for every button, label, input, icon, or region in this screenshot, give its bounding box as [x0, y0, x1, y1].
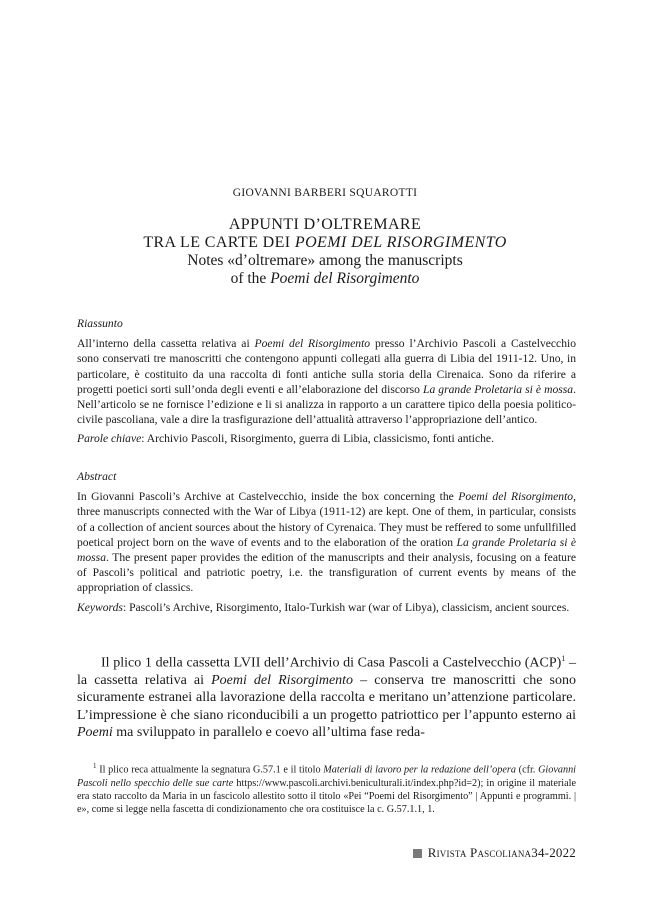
article-subtitle-line-2: [0, 270, 650, 288]
square-bullet-icon: [413, 849, 422, 858]
body-text: [77, 650, 576, 742]
abstract-keywords: [77, 600, 576, 615]
article-title-line-1: APPUNTI D’OLTREMARE: [228, 216, 422, 233]
riassunto-text-3: . Nell’articolo se ne fornisce l’edizione e li si analizza in rapporto a un carattere tipico della poesia politico-civile pascoliana, vale a dire la trasfigurazione dell’attualità attraverso l’appropriazione dell’antico.: [77, 382, 577, 427]
footnote-italic-1: Materiali di lavoro per la redazione dell’opera: [323, 764, 516, 776]
body-text-4: ma sviluppato in parallelo e coevo all’ultima fase reda-: [112, 725, 425, 741]
riassunto-text-2: presso l’Archivio Pascoli a Castelvecchio sono conservati tre manoscritti che contengono appunti collegati alla guerra di Libia del 1911-12. Uno, in particolare, è costituito da una raccolta di fonti antiche sulla storia della Cirenaica. Sono da riferire a progetti poetici sorti sull’onda degli eventi e all’elaborazione del discorso: [77, 337, 577, 396]
riassunto-section: [77, 316, 576, 447]
abstract-text-3: . The present paper provides the edition of the manuscripts and their analysis, focusing on a feature of Pascoli’s political and patriotic poetry, i.e. the transfiguration of current events by means of the appropriation of classics.: [77, 551, 576, 595]
parole-chiave-list: : Archivio Pascoli, Risorgimento, guerra di Libia, classicismo, fonti antiche.: [141, 432, 494, 446]
running-footer: [413, 845, 576, 861]
footnote-reference[interactable]: 1: [561, 654, 566, 663]
article-subtitle-line-1: Notes «d’oltremare» among the manuscripts: [187, 252, 463, 269]
abstract-italic-1: Poemi del Risorgimento: [458, 490, 574, 504]
article-title-line-2: [0, 234, 650, 252]
title-line-2-text: TRA LE CARTE DEI: [143, 234, 295, 251]
abstract-text: [77, 489, 576, 595]
abstract-italic-2: La grande Proletaria si è mossa: [77, 535, 576, 565]
body-text-3: – conserva tre manoscritti che sono sicuramente estranei alla lavorazione della raccolta e meritano un’attenzione particolare. L’impressione è che siano riconducibili a un progetto patriottico per l’appunto esterno ai: [77, 673, 576, 723]
title-block: [0, 216, 650, 288]
footnote: [77, 760, 576, 817]
footnote-paragraph: [77, 760, 576, 817]
abstract-heading: Abstract: [77, 470, 117, 483]
keywords-list: : Pascoli’s Archive, Risorgimento, Italo-Turkish war (war of Libya), classicism, ancient sources.: [122, 600, 570, 614]
body-italic-1: Poemi del Risorgimento: [211, 673, 354, 689]
riassunto-text: [77, 336, 576, 427]
parole-chiave-label: Parole chiave: [77, 432, 142, 446]
journal-issue: 34-2022: [531, 845, 576, 860]
keywords-label: Keywords: [77, 600, 123, 614]
footnote-number: 1: [93, 762, 97, 770]
riassunto-keywords: [77, 431, 576, 446]
journal-name: Rivista Pascoliana: [427, 845, 532, 860]
riassunto-heading: Riassunto: [77, 317, 123, 330]
riassunto-italic-2: La grande Proletaria si è mossa: [423, 382, 574, 396]
abstract-text-1: In Giovanni Pascoli’s Archive at Castelvecchio, inside the box concerning the: [77, 490, 459, 504]
subtitle-line-2-italic: Poemi del Risorgimento: [270, 270, 420, 287]
body-text-2: – la cassetta relativa ai: [77, 655, 577, 689]
footnote-text-2: (cfr.: [515, 764, 539, 776]
abstract-text-2: , three manuscripts connected with the War of Libya (1911-12) are kept. One of them, in particular, consists of a collection of ancient sources about the history of Cyrenaica. They must be reffered to some unfullfilled poetical project born on the wave of events and to the elaboration of the oration: [77, 490, 577, 549]
riassunto-text-1: All’interno della cassetta relativa ai: [77, 337, 255, 351]
subtitle-line-2-text: of the: [230, 270, 271, 287]
riassunto-italic-1: Poemi del Risorgimento: [254, 337, 371, 351]
body-paragraph: [77, 650, 576, 742]
body-text-1: Il plico 1 della cassetta LVII dell’Archivio di Casa Pascoli a Castelvecchio (ACP): [101, 655, 562, 671]
title-line-2-italic: POEMI DEL RISORGIMENTO: [294, 234, 507, 251]
abstract-section: [77, 469, 576, 615]
body-italic-2: Poemi: [77, 725, 113, 741]
footnote-text-3: https://www.pascoli.archivi.beniculturali.it/index.php?id=2); in origine il materiale era stato raccolto da Maria in un fascicolo allestito sotto il titolo «Pei “Poemi del Risorgimento” | Appunti e programmi. | e», come si legge nella fascetta di condizionamento che ora costituisce la c. G.57.1.1, 1.: [77, 777, 576, 816]
footnote-text-1: Il plico reca attualmente la segnatura G.57.1 e il titolo: [96, 764, 324, 776]
footnote-italic-2: Giovanni Pascoli nello specchio delle sue carte: [77, 764, 576, 789]
author-name: GIOVANNI BARBERI SQUAROTTI: [232, 187, 418, 199]
